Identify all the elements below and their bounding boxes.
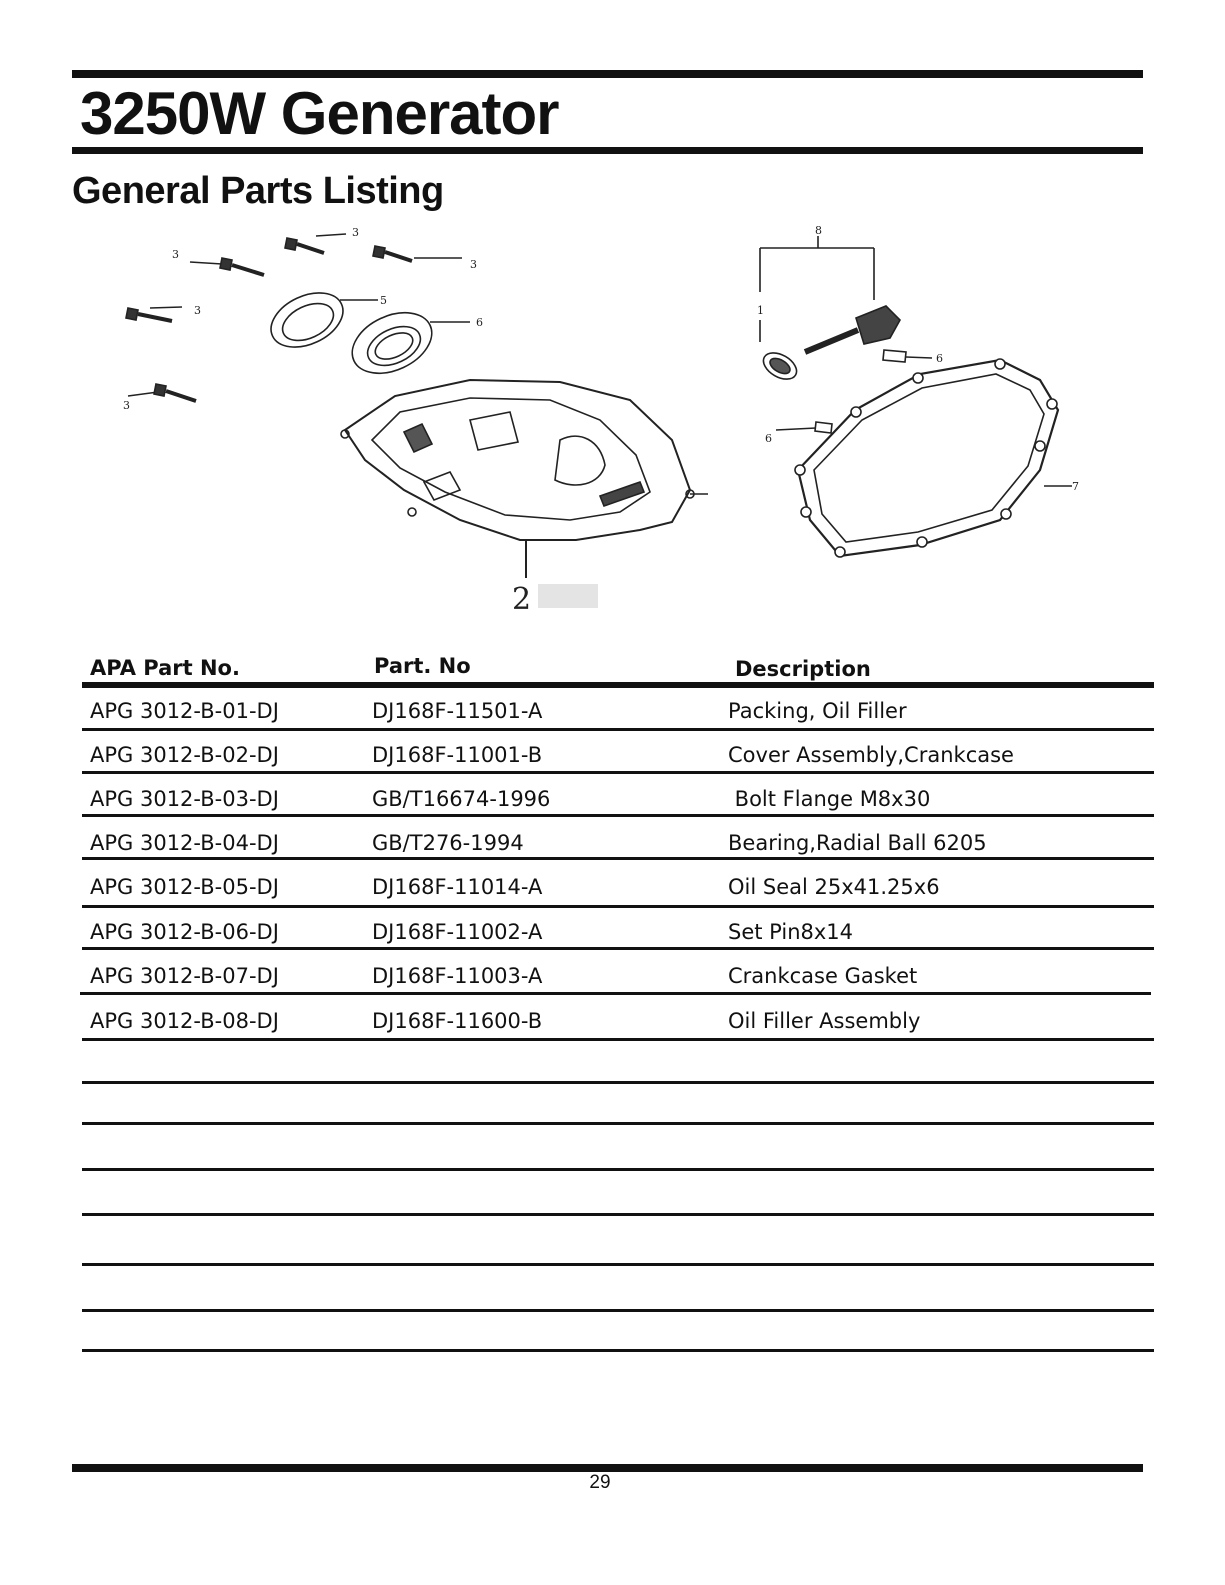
table-row bbox=[0, 874, 1225, 918]
gasket-part bbox=[795, 359, 1072, 557]
apa-part-no-cell: APG 3012-B-01-DJ bbox=[90, 699, 279, 723]
table-row bbox=[0, 742, 1225, 786]
apa-part-no-cell: APG 3012-B-04-DJ bbox=[90, 831, 279, 855]
page-number: 29 bbox=[589, 1472, 611, 1493]
empty-row-rule bbox=[82, 1349, 1154, 1352]
description-cell: Oil Seal 25x41.25x6 bbox=[728, 875, 940, 899]
bolt-part bbox=[128, 384, 196, 401]
apa-part-no-cell: APG 3012-B-03-DJ bbox=[90, 787, 279, 811]
part-no-cell: GB/T276-1994 bbox=[372, 831, 524, 855]
row-rule bbox=[82, 728, 1154, 731]
set-pin-part bbox=[776, 422, 832, 433]
description-cell: Bearing,Radial Ball 6205 bbox=[728, 831, 987, 855]
table-row bbox=[0, 786, 1225, 830]
callout-label: 1 bbox=[757, 304, 764, 317]
bearing-part bbox=[343, 301, 470, 385]
footer-rule bbox=[72, 1464, 1143, 1472]
description-cell: Set Pin8x14 bbox=[728, 920, 854, 944]
column-header-apa-part-no: APA Part No. bbox=[90, 656, 240, 680]
description-cell: Bolt Flange M8x30 bbox=[728, 787, 931, 811]
row-rule bbox=[82, 905, 1154, 908]
table-row bbox=[0, 830, 1225, 874]
empty-row-rule bbox=[82, 1309, 1154, 1312]
apa-part-no-cell: APG 3012-B-08-DJ bbox=[90, 1009, 279, 1033]
bolt-part bbox=[190, 258, 264, 275]
callout-label-main: 2 bbox=[512, 582, 532, 617]
header-rule bbox=[82, 682, 1154, 688]
row-rule bbox=[82, 947, 1154, 950]
empty-row-rule bbox=[82, 1122, 1154, 1125]
part-no-cell: DJ168F-11501-A bbox=[372, 699, 543, 723]
callout-label: 6 bbox=[476, 316, 483, 329]
part-no-cell: DJ168F-11600-B bbox=[372, 1009, 543, 1033]
callout-label: 7 bbox=[1072, 480, 1079, 493]
description-cell: Crankcase Gasket bbox=[728, 964, 918, 988]
apa-part-no-cell: APG 3012-B-07-DJ bbox=[90, 964, 279, 988]
page-title: 3250W Generator bbox=[80, 80, 559, 147]
apa-part-no-cell: APG 3012-B-05-DJ bbox=[90, 875, 279, 899]
empty-row-rule bbox=[82, 1213, 1154, 1216]
set-pin-part bbox=[883, 350, 932, 362]
description-cell: Cover Assembly,Crankcase bbox=[728, 743, 1014, 767]
part-no-cell: DJ168F-11003-A bbox=[372, 964, 543, 988]
bolt-part bbox=[285, 234, 346, 253]
section-title: General Parts Listing bbox=[72, 170, 444, 212]
callout-label: 5 bbox=[380, 294, 387, 307]
callout-label: 6 bbox=[936, 352, 943, 365]
callout-label: 3 bbox=[470, 258, 477, 271]
apa-part-no-cell: APG 3012-B-06-DJ bbox=[90, 920, 279, 944]
part-no-cell: GB/T16674-1996 bbox=[372, 787, 551, 811]
oil-filler-assembly-part bbox=[759, 236, 900, 385]
part-no-cell: DJ168F-11001-B bbox=[372, 743, 543, 767]
bolt-part bbox=[373, 246, 462, 261]
row-rule bbox=[80, 992, 1151, 995]
row-rule bbox=[82, 814, 1154, 817]
column-header-description: Description bbox=[735, 657, 871, 681]
oil-seal-part bbox=[262, 282, 378, 358]
bolt-part bbox=[126, 307, 182, 321]
table-row bbox=[0, 698, 1225, 742]
row-rule bbox=[82, 857, 1154, 860]
exploded-parts-diagram bbox=[0, 215, 1225, 635]
description-cell: Oil Filler Assembly bbox=[728, 1009, 921, 1033]
row-rule bbox=[82, 1038, 1154, 1041]
title-rule bbox=[72, 147, 1143, 154]
callout-label: 8 bbox=[815, 224, 822, 237]
empty-row-rule bbox=[82, 1263, 1154, 1266]
callout-background bbox=[538, 584, 598, 608]
callout-label: 3 bbox=[123, 399, 130, 412]
column-header-part-no: Part. No bbox=[374, 654, 471, 678]
empty-row-rule bbox=[82, 1081, 1154, 1084]
callout-label: 6 bbox=[765, 432, 772, 445]
row-rule bbox=[82, 771, 1154, 774]
table-row bbox=[0, 919, 1225, 963]
callout-label: 3 bbox=[352, 226, 359, 239]
part-no-cell: DJ168F-11002-A bbox=[372, 920, 543, 944]
part-no-cell: DJ168F-11014-A bbox=[372, 875, 543, 899]
table-row bbox=[0, 1008, 1225, 1052]
table-row bbox=[0, 963, 1225, 1007]
description-cell: Packing, Oil Filler bbox=[728, 699, 907, 723]
crankcase-cover-part bbox=[341, 380, 708, 578]
apa-part-no-cell: APG 3012-B-02-DJ bbox=[90, 743, 279, 767]
empty-row-rule bbox=[82, 1168, 1154, 1171]
top-rule bbox=[72, 70, 1143, 78]
callout-label: 3 bbox=[172, 248, 179, 261]
callout-label: 3 bbox=[194, 304, 201, 317]
